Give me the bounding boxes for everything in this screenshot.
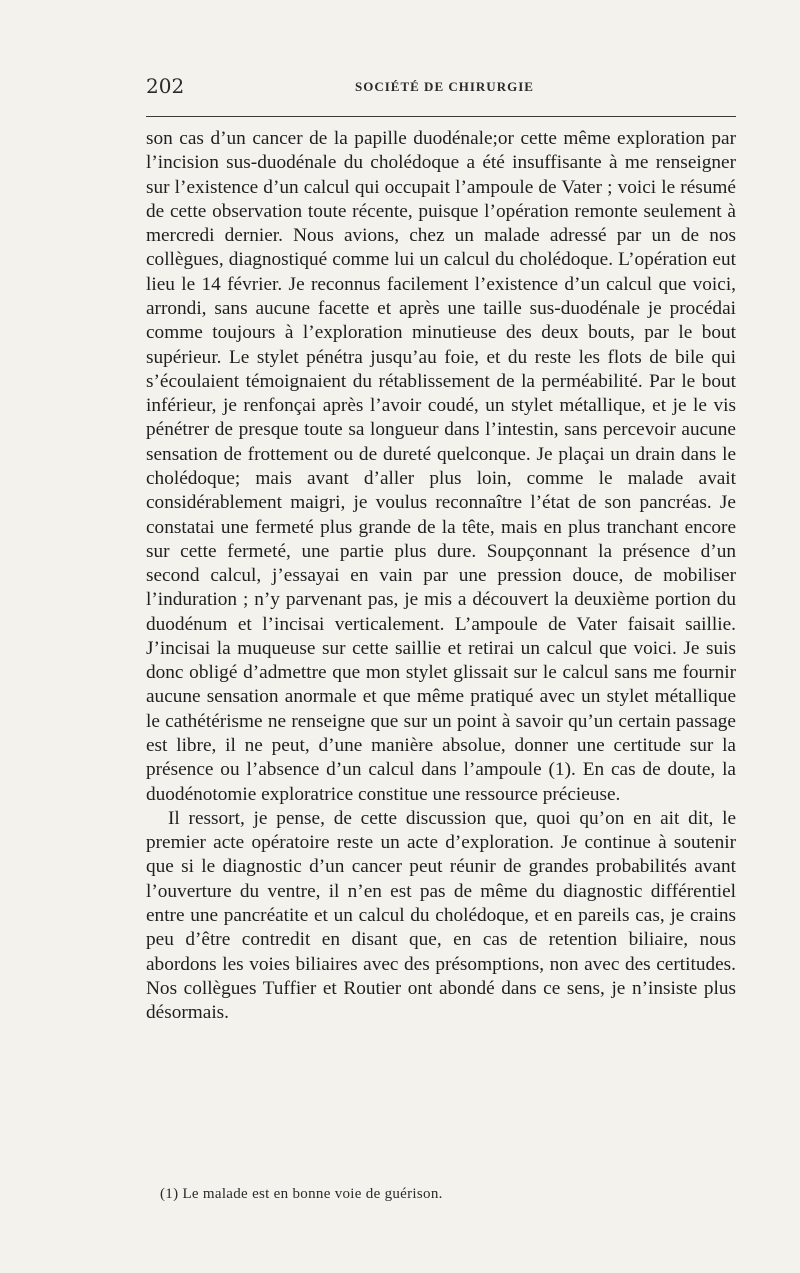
- page-header: [146, 74, 736, 102]
- header-rule: [146, 116, 736, 117]
- paragraph-1: son cas d’un cancer de la papille duodénale;or cette même exploration par l’incision sus-duodénale du cholédoque a été insuffisante à me renseigner sur l’existence d’un calcul qui occupait l’ampoule de Vater ; voici le résumé de cette observation toute récente, puisque l’opération remonte seulement à mercredi dernier. Nous avions, chez un malade adressé par un de nos collègues, diagnostiqué comme lui un calcul du cholédoque. L’opération eut lieu le 14 février. Je reconnus facilement l’existence d’un calcul que voici, arrondi, sans aucune facette et après une taille sus-duodénale je procédai comme toujours à l’exploration minutieuse des deux bouts, par le bout supérieur. Le stylet pénétra jusqu’au foie, et du reste les flots de bile qui s’écoulaient témoignaient du rétablissement de la perméabilité. Par le bout inférieur, je renfonçai après l’avoir coudé, un stylet métallique, et je le vis pénétrer de presque toute sa longueur dans l’intestin, sans percevoir aucune sensation de frottement ou de dureté quelconque. Je plaçai un drain dans le cholédoque; mais avant d’aller plus loin, comme le malade avait considérablement maigri, je voulus reconnaître l’état de son pancréas. Je constatai une fermeté plus grande de la tête, mais en plus tranchant encore sur cette fermeté, une partie plus dure. Soupçonnant la présence d’un second calcul, j’essayai en vain par une pression douce, de mobiliser l’induration ; n’y parvenant pas, je mis a découvert la deuxième portion du duodénum et l’incisai verticalement. L’ampoule de Vater faisait saillie. J’incisai la muqueuse sur cette saillie et retirai un calcul que voici. Je suis donc obligé d’admettre que mon stylet glissait sur le calcul sans me fournir aucune sensation anormale et que même pratiqué avec un stylet métallique le cathétérisme ne renseigne que sur un point à savoir qu’un certain passage est libre, il ne peut, d’une manière absolue, donner une certitude sur la présence ou l’absence d’un calcul dans l’ampoule (1). En cas de doute, la duodénotomie exploratrice constitue une ressource précieuse.: [146, 128, 736, 805]
- page-number: 202: [146, 74, 185, 98]
- body-text: [146, 127, 736, 1025]
- paragraph-2: Il ressort, je pense, de cette discussion que, quoi qu’on en ait dit, le premier acte opératoire reste un acte d’exploration. Je continue à soutenir que si le diagnostic d’un cancer peut réunir de grandes probabilités avant l’ouverture du ventre, il n’en est pas de même du diagnostic différentiel entre une pancréatite et un calcul du cholédoque, et en pareils cas, je crains peu d’être contredit en disant que, en cas de retention biliaire, nous abordons les voies biliaires avec des présomptions, non avec des certitudes. Nos collègues Tuffier et Routier ont abondé dans ce sens, je n’insiste plus désormais.: [146, 807, 736, 1024]
- footnote: (1) Le malade est en bonne voie de guérison.: [160, 1186, 443, 1202]
- running-head: SOCIÉTÉ DE CHIRURGIE: [355, 79, 534, 94]
